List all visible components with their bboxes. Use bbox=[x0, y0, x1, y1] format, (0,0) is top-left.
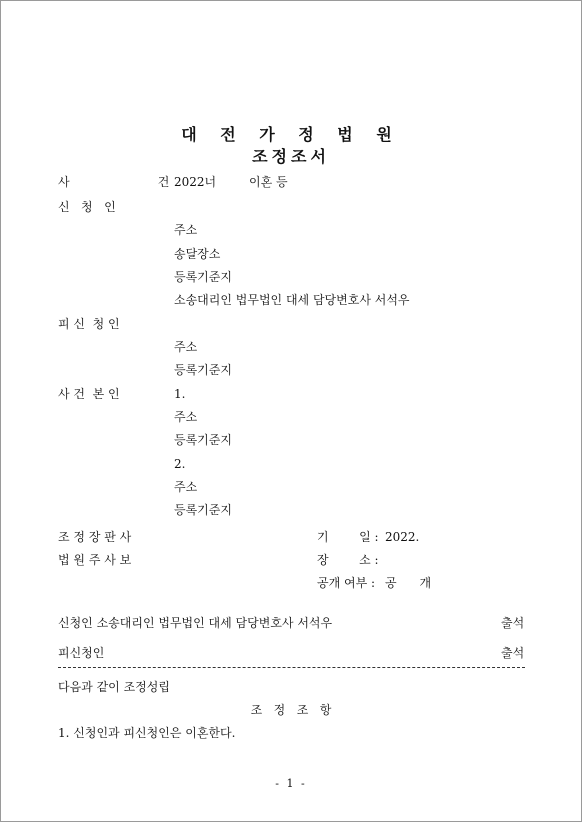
principals-label: 사 건 본 인 bbox=[58, 387, 120, 401]
attendance-respondent: 피신청인 bbox=[58, 646, 105, 660]
hearing-date-value: 2022. bbox=[385, 530, 420, 544]
hearing-place-label: 장 소 : bbox=[317, 553, 379, 567]
public-status-value: 공 개 bbox=[385, 576, 432, 590]
case-number: 2022너 bbox=[174, 175, 217, 189]
applicant-delivery-place: 송달장소 bbox=[174, 247, 221, 261]
respondent-label: 피 신 청 인 bbox=[58, 317, 120, 331]
case-name: 이혼 등 bbox=[249, 175, 288, 189]
principal-1-number: 1. bbox=[174, 387, 186, 401]
page-number: - 1 - bbox=[275, 777, 307, 790]
mediation-terms-heading: 조 정 조 항 bbox=[250, 703, 332, 717]
mediation-intro: 다음과 같이 조정성립 bbox=[58, 680, 170, 694]
attendance-applicant-status: 출석 bbox=[501, 616, 525, 630]
applicant-address: 주소 bbox=[174, 223, 198, 237]
applicant-representative: 소송대리인 법무법인 대세 담당변호사 서석우 bbox=[174, 293, 410, 307]
principal-2-domicile: 등록기준지 bbox=[174, 503, 232, 517]
principal-2-address: 주소 bbox=[174, 480, 198, 494]
attendance-respondent-status: 출석 bbox=[501, 646, 525, 660]
court-clerk-label: 법 원 주 사 보 bbox=[58, 553, 132, 567]
principal-1-address: 주소 bbox=[174, 410, 198, 424]
attendance-applicant: 신청인 소송대리인 법무법인 대세 담당변호사 서석우 bbox=[58, 616, 333, 630]
principal-1-domicile: 등록기준지 bbox=[174, 433, 232, 447]
document-title: 조정조서 bbox=[252, 147, 330, 166]
court-name: 대 전 가 정 법 원 bbox=[181, 125, 401, 144]
section-divider bbox=[58, 667, 525, 668]
hearing-date-label: 기 일 : bbox=[317, 530, 379, 544]
applicant-registered-domicile: 등록기준지 bbox=[174, 270, 232, 284]
respondent-address: 주소 bbox=[174, 340, 198, 354]
principal-2-number: 2. bbox=[174, 457, 186, 471]
mediation-term-1: 1. 신청인과 피신청인은 이혼한다. bbox=[58, 726, 236, 740]
respondent-registered-domicile: 등록기준지 bbox=[174, 363, 232, 377]
case-label: 사 건 bbox=[58, 175, 170, 189]
applicant-label: 신 청 인 bbox=[58, 200, 116, 214]
public-status-label: 공개 여부 : bbox=[317, 576, 376, 590]
presiding-judge-label: 조 정 장 판 사 bbox=[58, 530, 132, 544]
